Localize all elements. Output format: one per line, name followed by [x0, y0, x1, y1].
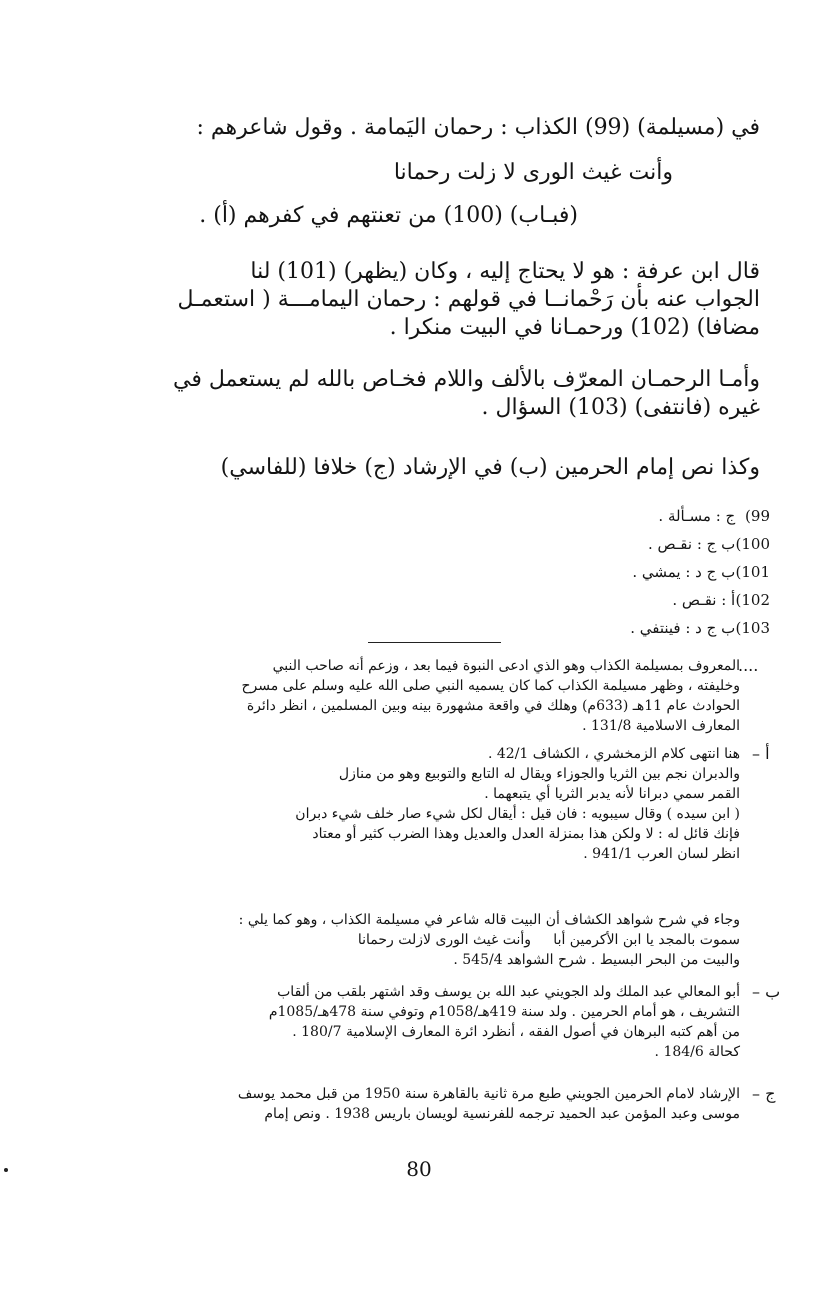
footnote-line: وخليفته ، وظهر مسيلمة الكذاب كما كان يسميه النبي صلى الله عليه وسلم على مسرح: [241, 678, 740, 694]
footnote: [105, 910, 740, 970]
variant-text: ب ج د : فينتفي .: [630, 619, 736, 637]
footnote-marker: ب –: [752, 982, 781, 1001]
footnote: [105, 744, 740, 864]
variant-number: 103): [735, 619, 770, 637]
footnote-line: والبيت من البحر البسيط . شرح الشواهد 545/4 .: [453, 952, 740, 968]
footnote-line: التشريف ، هو أمام الحرمين . ولد سنة 419هـ/1058م وتوفي سنة 478هـ/1085م: [268, 1004, 740, 1020]
main-text-line: وكذا نص إمام الحرمين (ب) في الإرشاد (ج) خلافا (للفاسي): [220, 455, 760, 480]
footnote-marker: ج –: [752, 1084, 776, 1103]
footnote-marker: ....: [738, 656, 759, 675]
variant-text: ب ج : نقـص .: [647, 535, 736, 553]
footnote: [105, 656, 740, 736]
footnote-line: المعارف الاسلامية 131/8 .: [582, 718, 740, 734]
footnote-line: المعروف بمسيلمة الكذاب وهو الذي ادعى النبوة فيما بعد ، وزعم أنه صاحب النبي: [272, 658, 740, 674]
footnote-line: وجاء في شرح شواهد الكشاف أن البيت قاله شاعر في مسيلمة الكذاب ، وهو كما يلي :: [238, 912, 740, 928]
scan-speck: [4, 1168, 8, 1172]
footnote-line: فإنك قائل له : لا ولكن هذا بمنزلة العدل والعديل وهذا الضرب كثير أو معتاد: [312, 826, 740, 842]
main-text-line: غيره (فانتفى) (103) السؤال .: [481, 395, 760, 420]
footnote-line: انظر لسان العرب 941/1 .: [583, 846, 740, 862]
main-text-line: (فبـاب) (100) من تعنتهم في كفرهم (أ) .: [199, 203, 578, 228]
poem-verse: وأنت غيث الورى لا زلت رحمانا: [393, 160, 673, 185]
variant-number: 102): [735, 591, 770, 609]
footnote-line: القمر سمي دبرانا لأنه يدبر الثريا أي يتبعهما .: [484, 786, 740, 802]
main-text-line: في (مسيلمة) (99) الكذاب : رحمان اليَمامة . وقول شاعرهم :: [196, 115, 760, 140]
variant-text: أ : نقـص .: [672, 591, 736, 609]
main-text-line: الجواب عنه بأن رَحْمانــا في قولهم : رحمان اليمامـــة ( استعمـل: [177, 287, 760, 312]
variant-note: [570, 617, 770, 639]
footnote-line: الإرشاد لامام الحرمين الجويني طبع مرة ثانية بالقاهرة سنة 1950 من قبل محمد يوسف: [237, 1086, 740, 1102]
footnote: [105, 1084, 740, 1124]
footnote-separator: [368, 642, 501, 643]
main-text-line: وأمـا الرحمـان المعرّف بالألف واللام فخـاص بالله لم يستعمل في: [173, 367, 760, 392]
main-text-line: مضافا) (102) ورحمـانا في البيت منكرا .: [389, 315, 760, 340]
variant-number: 99): [745, 507, 770, 525]
main-text-line: قال ابن عرفة : هو لا يحتاج إليه ، وكان (يظهر) (101) لنا: [250, 259, 760, 284]
variant-note: [570, 505, 770, 527]
footnote-line: من أهم كتبه البرهان في أصول الفقه ، أنظرد ائرة المعارف الإسلامية 180/7 .: [292, 1024, 740, 1040]
footnote-line: هنا انتهى كلام الزمخشري ، الكشاف 42/1 .: [487, 746, 740, 762]
variant-note: [570, 589, 770, 611]
variant-text: ج : مسـألة .: [658, 507, 736, 525]
footnote-line: ( ابن سيده ) وقال سيبويه : فان قيل : أيقال لكل شيء صار خلف شيء دبران: [295, 806, 740, 822]
footnote-line: الحوادث عام 11هـ (633م) وهلك في واقعة مشهورة بينه وبين المسلمين ، انظر دائرة: [246, 698, 740, 714]
footnote-line: كحالة 184/6 .: [654, 1044, 740, 1060]
variant-number: 100): [735, 535, 770, 553]
page-number: 80: [406, 1157, 432, 1181]
variant-number: 101): [735, 563, 770, 581]
footnote-line: موسى وعبد المؤمن عبد الحميد ترجمه للفرنسية لويسان باريس 1938 . ونص إمام: [264, 1106, 740, 1122]
footnote-line: أبو المعالي عبد الملك ولد الجويني عبد الله بن يوسف وقد اشتهر بلقب من ألقاب: [277, 984, 740, 1000]
variant-note: [570, 561, 770, 583]
footnote-line: والدبران نجم بين الثريا والجوزاء ويقال له التابع والتوبيع وهو من منازل: [338, 766, 740, 782]
variant-text: ب ج د : يمشي .: [632, 563, 736, 581]
variant-note: [570, 533, 770, 555]
poem-verse: سموت بالمجد يا ابن الأكرمين أبا وأنت غيث الورى لازلت رحمانا: [357, 932, 740, 948]
footnote: [105, 982, 740, 1062]
footnote-marker: أ –: [752, 744, 770, 763]
